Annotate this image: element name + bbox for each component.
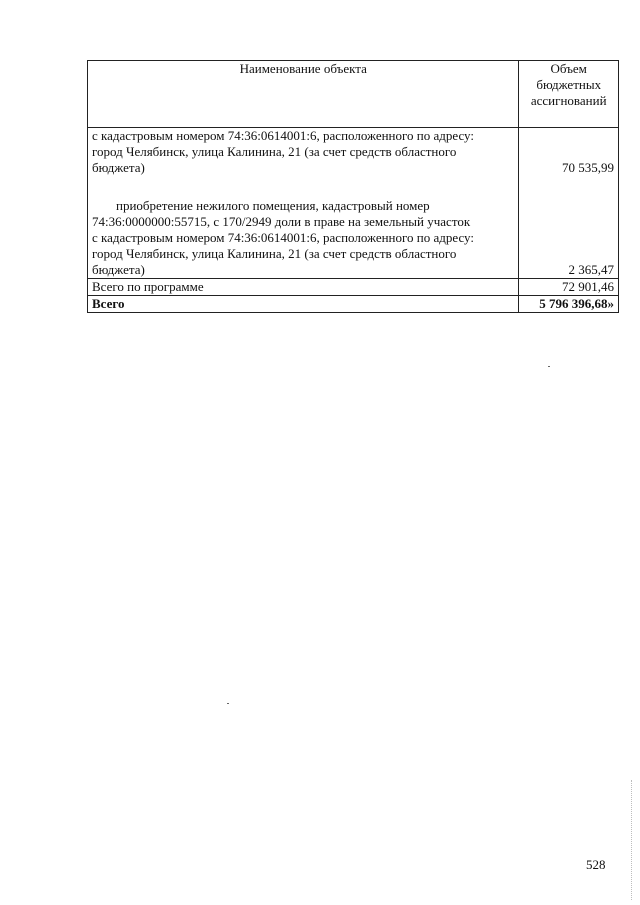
row-2-line-1-text: приобретение нежилого помещения, кадастровый номер (116, 198, 430, 213)
row-1-description (88, 128, 519, 279)
row-1-line-2: город Челябинск, улица Калинина, 21 (за счет средств областного (92, 144, 457, 159)
program-total-row (88, 279, 619, 296)
grand-total-row (88, 296, 619, 313)
row-2-amount: 2 365,47 (568, 262, 614, 277)
grand-total-label: Всего (88, 296, 519, 313)
table-header-row (88, 61, 619, 128)
scan-speck (548, 366, 550, 367)
header-budget-amount: Объем бюджетных ассигнований (519, 61, 619, 128)
row-2-line-2: 74:36:0000000:55715, с 170/2949 доли в праве на земельный участок (92, 214, 471, 229)
budget-allocation-table (87, 60, 619, 313)
table-row (88, 128, 619, 279)
program-total-label: Всего по программе (88, 279, 519, 296)
row-amounts-cell (519, 128, 619, 279)
grand-total-amount: 5 796 396,68» (519, 296, 619, 313)
row-2-line-4: город Челябинск, улица Калинина, 21 (за счет средств областного (92, 246, 457, 261)
row-1-line-3: бюджета) (92, 160, 145, 175)
row-2-line-5: бюджета) (92, 262, 145, 277)
program-total-amount: 72 901,46 (519, 279, 619, 296)
row-spacer (92, 176, 514, 198)
header-object-name: Наименование объекта (88, 61, 519, 128)
page-number: 528 (586, 857, 606, 872)
row-2-line-3: с кадастровым номером 74:36:0614001:6, расположенного по адресу: (92, 230, 474, 245)
scan-edge-mark (631, 780, 633, 900)
row-1-amount: 70 535,99 (562, 160, 614, 175)
scan-speck (227, 703, 229, 704)
row-2-line-1 (92, 198, 514, 214)
row-1-line-1: с кадастровым номером 74:36:0614001:6, расположенного по адресу: (92, 128, 474, 143)
